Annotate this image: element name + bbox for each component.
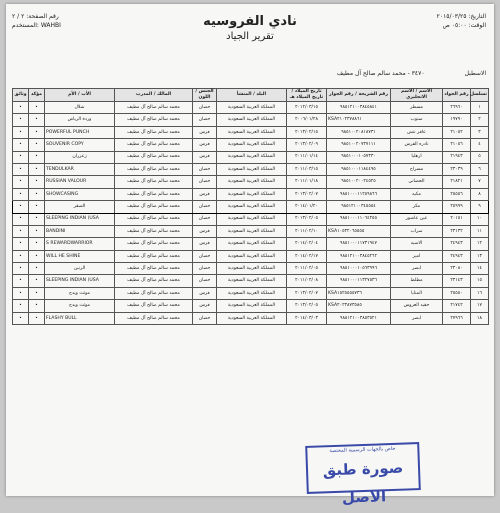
table-cell: المملكة العربية السعودية: [217, 114, 287, 126]
user-label: المستخدم:: [12, 22, 39, 29]
table-row: [13, 114, 489, 126]
table-cell: محمد سالم صالح آل مطيف: [115, 139, 193, 151]
table-cell: ارهليا: [391, 151, 443, 163]
table-cell: المملكة العربية السعودية: [217, 225, 287, 237]
table-cell: ٢٧٩٦٦: [443, 312, 471, 324]
table-cell: ١٨: [471, 312, 489, 324]
table-row: [13, 225, 489, 237]
table-cell: ٩٨٥١٢١٠٠٣٨٤٥٨٤١: [327, 102, 391, 114]
table-cell: المملكة العربية السعودية: [217, 312, 287, 324]
table-cell: •: [13, 151, 29, 163]
table-cell: ٢٠١١/٠١/١٤: [287, 151, 327, 163]
table-cell: ٢٠١٥١: [443, 213, 471, 225]
table-row: [13, 250, 489, 262]
table-cell: ٢٣٠٣٩: [443, 163, 471, 175]
table-cell: ١١: [471, 225, 489, 237]
table-cell: الرنين: [45, 263, 115, 275]
table-cell: ٢٦٩٦٠: [443, 102, 471, 114]
table-cell: ٢٠١١/٠٣/١٥: [287, 163, 327, 175]
table-cell: المنايا: [391, 287, 443, 299]
table-cell: •: [13, 201, 29, 213]
table-cell: ٢٣٠٨٠: [443, 263, 471, 275]
date-label: التاريخ:: [468, 13, 486, 20]
table-cell: المملكة العربية السعودية: [217, 250, 287, 262]
table-cell: وردة الرياض: [45, 114, 115, 126]
table-cell: •: [29, 300, 45, 312]
table-cell: ٢٠١٤/٠١/٢٠: [287, 201, 327, 213]
table-cell: •: [29, 102, 45, 114]
table-cell: •: [29, 213, 45, 225]
table-cell: محمد سالم صالح آل مطيف: [115, 201, 193, 213]
table-cell: محمد سالم صالح آل مطيف: [115, 263, 193, 275]
table-cell: •: [29, 176, 45, 188]
table-cell: محمد سالم صالح آل مطيف: [115, 114, 193, 126]
table-cell: ١٥: [471, 275, 489, 287]
table-cell: موثث ويدج: [45, 287, 115, 299]
table-cell: ٩٨٥١٠٠٠١١٧٣١٩٤٧: [327, 238, 391, 250]
table-cell: •: [29, 188, 45, 200]
stamp-line-main: صورة طبق الاصل: [322, 458, 404, 507]
table-cell: ٩٨٥١٠٠٢٠٨١٨٧٣١: [327, 126, 391, 138]
table-cell: المملكة العربية السعودية: [217, 238, 287, 250]
table-cell: TENDULKAR: [45, 163, 115, 175]
table-cell: ابصر: [391, 263, 443, 275]
table-cell: حصان: [193, 114, 217, 126]
column-header: الأب / الأم: [45, 89, 115, 102]
column-header: مؤكد: [29, 89, 45, 102]
table-cell: ٢٠١٣/٠٢/١٥: [287, 126, 327, 138]
column-header: الجنس / اللون: [193, 89, 217, 102]
table-cell: ٤: [471, 139, 489, 151]
table-cell: الاسيه: [391, 238, 443, 250]
table-cell: ١٩٧٩٠: [443, 114, 471, 126]
table-cell: KSA١٠٥٣٢٠٦٥٥٥٥: [327, 225, 391, 237]
table-row: [13, 263, 489, 275]
table-cell: ابصر: [391, 312, 443, 324]
table-cell: •: [29, 163, 45, 175]
table-cell: •: [13, 312, 29, 324]
table-cell: نادره الفرس: [391, 139, 443, 151]
table-cell: •: [13, 176, 29, 188]
table-cell: ٢٠١٤/٠٢/٠٤: [287, 238, 327, 250]
club-title: نادي الفروسيه: [203, 14, 297, 29]
table-cell: حصان: [193, 275, 217, 287]
table-cell: ٩٨٥١٠٠٢٠٠٢٤٥٢٥: [327, 176, 391, 188]
table-cell: S REWARDWARRIOR: [45, 238, 115, 250]
time-label: الوقت:: [468, 22, 486, 29]
table-row: [13, 102, 489, 114]
table-cell: مكر: [391, 201, 443, 213]
table-cell: حصان: [193, 201, 217, 213]
table-cell: ٢١٠٥٢: [443, 126, 471, 138]
table-cell: ٩٨٥١٢١٠٠٣٨٥٣٥٢١: [327, 312, 391, 324]
table-cell: المملكة العربية السعودية: [217, 126, 287, 138]
table-cell: ٢٤٩٤٣: [443, 238, 471, 250]
column-header: تسلسل: [471, 89, 489, 102]
column-header: البلد / المنشأ: [217, 89, 287, 102]
table-row: [13, 287, 489, 299]
table-cell: ٢٠١١/٠٢/٠٨: [287, 275, 327, 287]
table-cell: •: [29, 275, 45, 287]
table-cell: POWERFUL PUNCH: [45, 126, 115, 138]
table-cell: •: [29, 287, 45, 299]
table-cell: KSA٢٠٢٣٨٧٣٥٨٥: [327, 300, 391, 312]
table-cell: ٦: [471, 163, 489, 175]
table-cell: محمد سالم صالح آل مطيف: [115, 163, 193, 175]
table-row: [13, 312, 489, 324]
table-cell: RUSSIAN VALOUR: [45, 176, 115, 188]
table-cell: محمد سالم صالح آل مطيف: [115, 213, 193, 225]
table-cell: مسطر: [391, 102, 443, 114]
table-cell: المملكة العربية السعودية: [217, 188, 287, 200]
table-cell: •: [29, 151, 45, 163]
table-cell: ١: [471, 102, 489, 114]
table-cell: محمد سالم صالح آل مطيف: [115, 300, 193, 312]
table-cell: المملكة العربية السعودية: [217, 275, 287, 287]
table-cell: شلال: [45, 102, 115, 114]
table-cell: •: [13, 238, 29, 250]
table-cell: ٢٥٩٩٩: [443, 201, 471, 213]
table-cell: المملكة العربية السعودية: [217, 263, 287, 275]
table-cell: محمد سالم صالح آل مطيف: [115, 225, 193, 237]
table-cell: ٢٠١٤/٠٢/١٧: [287, 250, 327, 262]
table-cell: ٢٠١٣/٠٢/٠٥: [287, 213, 327, 225]
table-cell: المملكة العربية السعودية: [217, 176, 287, 188]
column-header: وثائق: [13, 89, 29, 102]
table-cell: •: [13, 275, 29, 287]
table-cell: حصان: [193, 102, 217, 114]
table-row: [13, 213, 489, 225]
table-cell: محمد سالم صالح آل مطيف: [115, 126, 193, 138]
table-cell: حصان: [193, 312, 217, 324]
table-cell: •: [29, 263, 45, 275]
table-cell: فرس: [193, 238, 217, 250]
table-cell: مكيه: [391, 188, 443, 200]
table-cell: عافر نتش: [391, 126, 443, 138]
table-cell: ٢٥٥٥٠: [443, 287, 471, 299]
stamp-line-small: خاص بالجهات الرسمية المختصة: [329, 445, 396, 455]
table-cell: ٢٠١٢/٠٣/١٥: [287, 102, 327, 114]
table-cell: المملكة العربية السعودية: [217, 300, 287, 312]
table-cell: FLASHY BULL: [45, 312, 115, 324]
table-row: [13, 188, 489, 200]
table-row: [13, 139, 489, 151]
table-cell: •: [29, 126, 45, 138]
table-row: [13, 163, 489, 175]
table-cell: حصان: [193, 250, 217, 262]
table-cell: SLEEPING INDIAN (USA: [45, 275, 115, 287]
table-cell: •: [13, 250, 29, 262]
table-cell: ١٢: [471, 238, 489, 250]
table-cell: •: [29, 312, 45, 324]
table-cell: محمد سالم صالح آل مطيف: [115, 287, 193, 299]
table-cell: ٨: [471, 188, 489, 200]
table-cell: KSA١٥٢٥٥٥٥٧٣٦: [327, 287, 391, 299]
table-cell: عين عاشور: [391, 213, 443, 225]
table-cell: محمد سالم صالح آل مطيف: [115, 238, 193, 250]
table-cell: محمد سالم صالح آل مطيف: [115, 102, 193, 114]
user-name: WAHBI: [40, 22, 61, 29]
table-cell: سنوب: [391, 114, 443, 126]
column-header: الاسم / الاسم الانجليزي: [391, 89, 443, 102]
table-cell: فرس: [193, 300, 217, 312]
table-cell: •: [13, 102, 29, 114]
table-cell: ٢٠١١/٠٢/٠٥: [287, 263, 327, 275]
table-cell: فرس: [193, 126, 217, 138]
table-cell: ٢٠١٤/٠٣/٠٣: [287, 312, 327, 324]
stable-value: ٣٤٧٠ - محمد سالم صالح آل مطيف: [336, 70, 425, 77]
table-cell: زعزران: [45, 151, 115, 163]
table-cell: ٩: [471, 201, 489, 213]
table-row: [13, 300, 489, 312]
table-cell: •: [29, 139, 45, 151]
table-cell: •: [13, 139, 29, 151]
table-cell: ٢٠١٣/٠٢/٠٩: [287, 139, 327, 151]
table-cell: حصان: [193, 176, 217, 188]
report-subtitle: تقرير الجياد: [226, 31, 274, 42]
table-row: [13, 238, 489, 250]
table-cell: حصان: [193, 163, 217, 175]
table-cell: ٢: [471, 114, 489, 126]
table-cell: ٧: [471, 176, 489, 188]
table-cell: WILL HE SHINE: [45, 250, 115, 262]
table-cell: حقيد العروس: [391, 300, 443, 312]
table-cell: •: [13, 225, 29, 237]
table-cell: محمد سالم صالح آل مطيف: [115, 250, 193, 262]
table-cell: فرس: [193, 188, 217, 200]
table-cell: •: [13, 114, 29, 126]
table-header: [13, 89, 489, 102]
table-cell: KSA٢١٠٢٣٧٨٨٦١: [327, 114, 391, 126]
table-cell: ٩٨٥١٠٠٠١٠٥٦٣٩٩٦: [327, 263, 391, 275]
table-cell: المملكة العربية السعودية: [217, 201, 287, 213]
table-cell: ٢٠٠٦/٠١/٢٨: [287, 114, 327, 126]
table-cell: مسراح: [391, 163, 443, 175]
table-cell: ٩٨٥١٠٠٠١١٢٥٩٨٦٦: [327, 188, 391, 200]
table-row: [13, 275, 489, 287]
table-row: [13, 201, 489, 213]
table-cell: •: [13, 287, 29, 299]
table-cell: ٥: [471, 151, 489, 163]
table-cell: ٢٠١٣/٠٢/٠٧: [287, 188, 327, 200]
table-cell: المملكة العربية السعودية: [217, 163, 287, 175]
table-cell: •: [13, 163, 29, 175]
table-cell: ٩٨٥١٠٠٠١٠٥٧٣٣٠: [327, 151, 391, 163]
table-cell: ٢٣١٣٢: [443, 225, 471, 237]
table-cell: فرس: [193, 139, 217, 151]
table-cell: ٢٠١٣/٠٢/٠٧: [287, 287, 327, 299]
table-cell: مطلط: [391, 275, 443, 287]
report-time: ٠٥:٠٠ ص: [442, 22, 467, 29]
report-page: [6, 4, 494, 507]
table-cell: SHOWCASING: [45, 188, 115, 200]
table-cell: المملكة العربية السعودية: [217, 213, 287, 225]
table-cell: المملكة العربية السعودية: [217, 287, 287, 299]
table-cell: ٢٤٩٤٣: [443, 250, 471, 262]
table-cell: محمد سالم صالح آل مطيف: [115, 176, 193, 188]
table-cell: ٢٣١٤٣: [443, 275, 471, 287]
table-cell: ١٣: [471, 250, 489, 262]
table-cell: •: [29, 201, 45, 213]
table-cell: فرس: [193, 225, 217, 237]
stable-label: الاسطبل: [464, 70, 486, 77]
table-cell: فرس: [193, 151, 217, 163]
table-cell: ٢١٩٤٣: [443, 151, 471, 163]
table-cell: محمد سالم صالح آل مطيف: [115, 275, 193, 287]
table-cell: ٢١٨٢١: [443, 176, 471, 188]
table-cell: SLEEPING INDIAN (USA: [45, 213, 115, 225]
table-cell: •: [29, 225, 45, 237]
table-cell: ١٧: [471, 300, 489, 312]
table-cell: فرس: [193, 287, 217, 299]
table-cell: المملكة العربية السعودية: [217, 102, 287, 114]
report-date: ٢٠١٥/٠٣/٢٥: [436, 13, 467, 20]
table-cell: •: [13, 188, 29, 200]
table-cell: ٩٨٥١٢١٠٠٣٤٥٥٥٤: [327, 201, 391, 213]
table-row: [13, 176, 489, 188]
table-cell: محمد سالم صالح آل مطيف: [115, 188, 193, 200]
horses-table: [12, 88, 489, 325]
table-cell: الصقر: [45, 201, 115, 213]
table-row: [13, 151, 489, 163]
table-cell: •: [13, 263, 29, 275]
column-header: رقم الجواد: [443, 89, 471, 102]
table-cell: ٩٨٥١٠٠٠١١٣٢٧٥٣٦: [327, 275, 391, 287]
table-cell: ٢٠١١/٠١/١٨: [287, 176, 327, 188]
table-cell: سراب: [391, 225, 443, 237]
table-row: [13, 126, 489, 138]
table-cell: ١٤: [471, 263, 489, 275]
table-cell: ٢١٠٥٦: [443, 139, 471, 151]
table-cell: موثث ويدج: [45, 300, 115, 312]
column-header: المالك / المدرب: [115, 89, 193, 102]
table-cell: امير: [391, 250, 443, 262]
table-cell: ٢٠١٣/٠٢/٠٥: [287, 300, 327, 312]
page-number-label: رقم الصفحة:: [26, 13, 59, 20]
column-header: رقم الشريحة / رقم الجواز: [327, 89, 391, 102]
table-cell: •: [13, 213, 29, 225]
table-cell: ١٠: [471, 213, 489, 225]
table-cell: حصان: [193, 263, 217, 275]
table-cell: ٢٥٥٥٦: [443, 188, 471, 200]
table-cell: محمد سالم صالح آل مطيف: [115, 312, 193, 324]
table-cell: المملكة العربية السعودية: [217, 139, 287, 151]
table-cell: ٣: [471, 126, 489, 138]
table-cell: •: [29, 238, 45, 250]
table-cell: الحصاني: [391, 176, 443, 188]
table-cell: ٩٨٥١٠٠٢٠٧٣٧١١١: [327, 139, 391, 151]
table-cell: حصان: [193, 213, 217, 225]
table-cell: •: [29, 114, 45, 126]
table-cell: •: [13, 300, 29, 312]
page-number: ٢ / ٢: [12, 13, 25, 20]
table-cell: •: [29, 250, 45, 262]
table-cell: BANDINI: [45, 225, 115, 237]
table-cell: ٩٨٥١٠٠٠١١٠٦٤٢٥٥: [327, 213, 391, 225]
table-cell: SOUVENIR COPY: [45, 139, 115, 151]
table-cell: المملكة العربية السعودية: [217, 151, 287, 163]
certified-copy-stamp: [305, 442, 421, 507]
table-cell: ٢٠١١/٠٢/١٠: [287, 225, 327, 237]
table-cell: ٢١٧٤٢: [443, 300, 471, 312]
table-cell: ٩٨٥١٢١٠٠٣٨٤٥٢٦٢: [327, 250, 391, 262]
table-cell: ١٦: [471, 287, 489, 299]
table-cell: ٩٨٥١٠٠٠١١٨٤٤٩٥: [327, 163, 391, 175]
table-cell: محمد سالم صالح آل مطيف: [115, 151, 193, 163]
column-header: تاريخ الميلاد / تاريخ الميلاد هـ: [287, 89, 327, 102]
table-cell: •: [13, 126, 29, 138]
stable-owner: [337, 70, 486, 77]
